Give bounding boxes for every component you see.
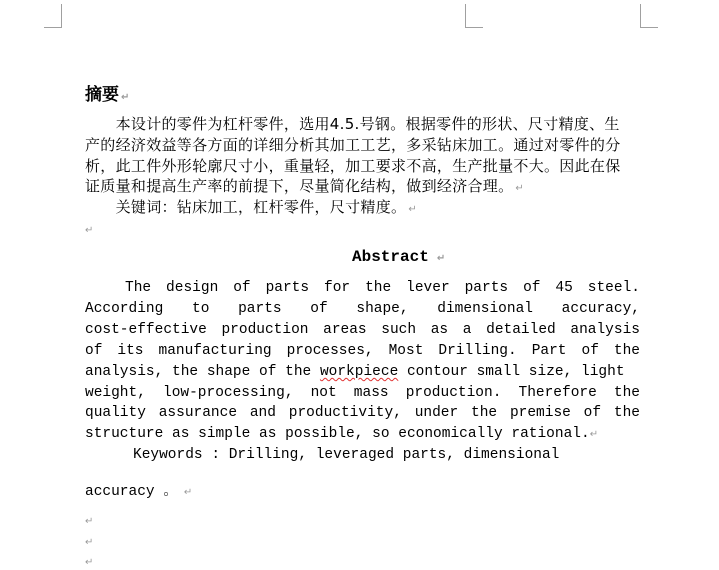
paragraph-mark-icon: ↵ xyxy=(436,253,446,264)
chinese-abstract-line-4 xyxy=(85,175,524,196)
text: structure as simple as possible, so economically rational. xyxy=(85,426,590,442)
chinese-abstract-line-2 xyxy=(85,134,621,155)
english-keywords-line-1 xyxy=(133,447,559,463)
english-abstract-line-7 xyxy=(85,405,640,421)
text: analysis, the shape of the xyxy=(85,364,312,380)
text: of its manufacturing processes, Most Drilling. Part of the xyxy=(85,343,640,359)
empty-paragraph xyxy=(85,552,93,570)
empty-paragraph xyxy=(85,532,93,550)
english-keywords-line-2 xyxy=(85,479,192,500)
spellcheck-flagged-word[interactable]: workpiece xyxy=(319,364,399,380)
paragraph-mark-icon: ↵ xyxy=(589,429,599,440)
paragraph-mark-icon: ↵ xyxy=(85,225,94,236)
english-abstract-line-8 xyxy=(85,426,598,442)
paragraph-mark-icon: ↵ xyxy=(515,183,525,194)
chinese-abstract-heading xyxy=(85,80,129,105)
text: Keywords : Drilling, leveraged parts, dimensional xyxy=(133,447,560,463)
text: weight, low-processing, not mass production. Therefore the xyxy=(85,385,640,401)
heading-text: 摘要 xyxy=(85,85,119,105)
chinese-keywords xyxy=(85,196,417,217)
margin-mark-right-vertical xyxy=(640,4,641,28)
text: contour small size, light xyxy=(406,364,625,380)
chinese-abstract-line-1 xyxy=(85,113,620,134)
paragraph-mark-icon: ↵ xyxy=(85,537,94,548)
english-abstract-line-1 xyxy=(85,280,640,296)
page-corner-mark-top-right xyxy=(465,27,483,28)
text: 关键词：钻床加工，杠杆零件，尺寸精度。 xyxy=(85,198,407,216)
heading-text: Abstract xyxy=(352,248,429,266)
text: 本设计的零件为杠杆零件，选用4.5.号钢。根据零件的形状、尺寸精度、生 xyxy=(85,115,620,133)
chinese-abstract-line-3 xyxy=(85,155,621,176)
english-abstract-line-3 xyxy=(85,322,640,338)
text: 析，此工件外形轮廓尺寸小，重量轻，加工要求不高，生产批量不大。因此在保 xyxy=(85,157,621,175)
text: 产的经济效益等各方面的详细分析其加工工艺，多采钻床加工。通过对零件的分 xyxy=(85,136,621,154)
text: According to parts of shape, dimensional accuracy, xyxy=(85,301,640,317)
text: 证质量和提高生产率的前提下，尽量简化结构，做到经济合理。 xyxy=(85,177,514,195)
text: cost-effective production areas such as a detailed analysis xyxy=(85,322,640,338)
text: accuracy 。 xyxy=(85,484,178,500)
english-abstract-line-2 xyxy=(85,301,640,317)
english-abstract-heading xyxy=(352,248,445,266)
page-corner-mark-top-right xyxy=(465,4,466,28)
paragraph-mark-icon: ↵ xyxy=(85,516,94,527)
paragraph-mark-icon: ↵ xyxy=(121,92,130,103)
margin-mark-left-horizontal xyxy=(44,27,62,28)
paragraph-mark-icon: ↵ xyxy=(408,204,417,215)
paragraph-mark-icon: ↵ xyxy=(183,487,193,498)
text: The design of parts for the lever parts of 45 steel. xyxy=(125,280,640,296)
empty-paragraph xyxy=(85,220,93,238)
english-abstract-line-4 xyxy=(85,343,640,359)
paragraph-mark-icon: ↵ xyxy=(85,557,94,568)
english-abstract-line-5 xyxy=(85,364,625,380)
margin-mark-right-horizontal xyxy=(640,27,658,28)
text: quality assurance and productivity, under the premise of the xyxy=(85,405,640,421)
english-abstract-line-6 xyxy=(85,385,640,401)
margin-mark-left-vertical xyxy=(61,4,62,28)
empty-paragraph xyxy=(85,511,93,529)
